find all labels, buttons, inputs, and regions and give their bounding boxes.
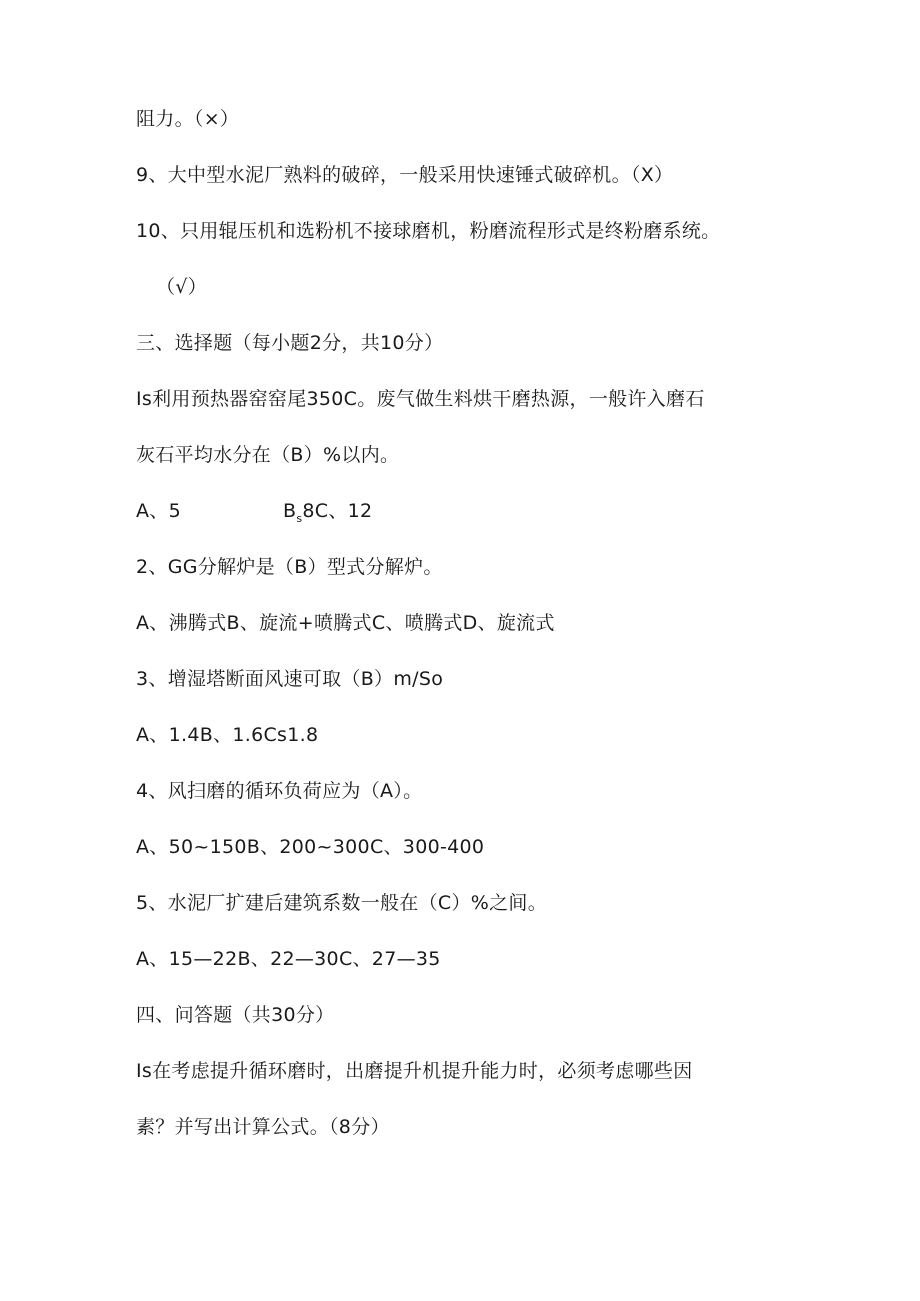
option-b-subscript: s — [296, 512, 303, 525]
text-line-choice-1: Is利用预热器窑窑尾350C。废气做生料烘干磨热源，一般许入磨石 — [136, 388, 705, 410]
text-line-choice-3: 3、增湿塔断面风速可取（B）m/So — [136, 668, 444, 690]
text-line-choice-4: 4、风扫磨的循环负荷应为（A）。 — [136, 780, 423, 802]
section-heading-choice: 三、选择题（每小题2分，共10分） — [136, 332, 444, 354]
text-line-qa-1: Is在考虑提升循环磨时，出磨提升机提升能力时，必须考虑哪些因 — [136, 1060, 693, 1082]
text-line-answer-8-cont: 阻力。（×） — [136, 108, 240, 130]
text-line-choice-3-options: A、1.4B、1.6Cs1.8 — [136, 724, 319, 746]
text-line-answer-10: （√） — [156, 276, 208, 298]
text-line-choice-2-options: A、沸腾式B、旋流+喷腾式C、喷腾式D、旋流式 — [136, 612, 555, 634]
text-line-choice-5-options: A、15—22B、22—30C、27—35 — [136, 948, 441, 970]
option-c: 8C、12 — [302, 500, 373, 522]
text-line-choice-5: 5、水泥厂扩建后建筑系数一般在（C）%之间。 — [136, 892, 548, 914]
option-b: B — [283, 500, 297, 522]
text-line-choice-1-cont: 灰石平均水分在（B）%以内。 — [136, 444, 400, 466]
option-a: A、5 — [136, 500, 181, 522]
text-line-choice-1-options — [136, 499, 372, 531]
text-line-qa-1-cont: 素？并写出计算公式。（8分） — [136, 1116, 390, 1138]
text-line-choice-4-options: A、50~150B、200~300C、300-400 — [136, 836, 485, 858]
text-line-choice-2: 2、GG分解炉是（B）型式分解炉。 — [136, 556, 443, 578]
text-line-question-10: 10、只用辊压机和选粉机不接球磨机，粉磨流程形式是终粉磨系统。 — [136, 220, 721, 242]
section-heading-qa: 四、问答题（共30分） — [136, 1004, 335, 1026]
text-line-question-9: 9、大中型水泥厂熟料的破碎，一般采用快速锤式破碎机。（X） — [136, 164, 674, 186]
